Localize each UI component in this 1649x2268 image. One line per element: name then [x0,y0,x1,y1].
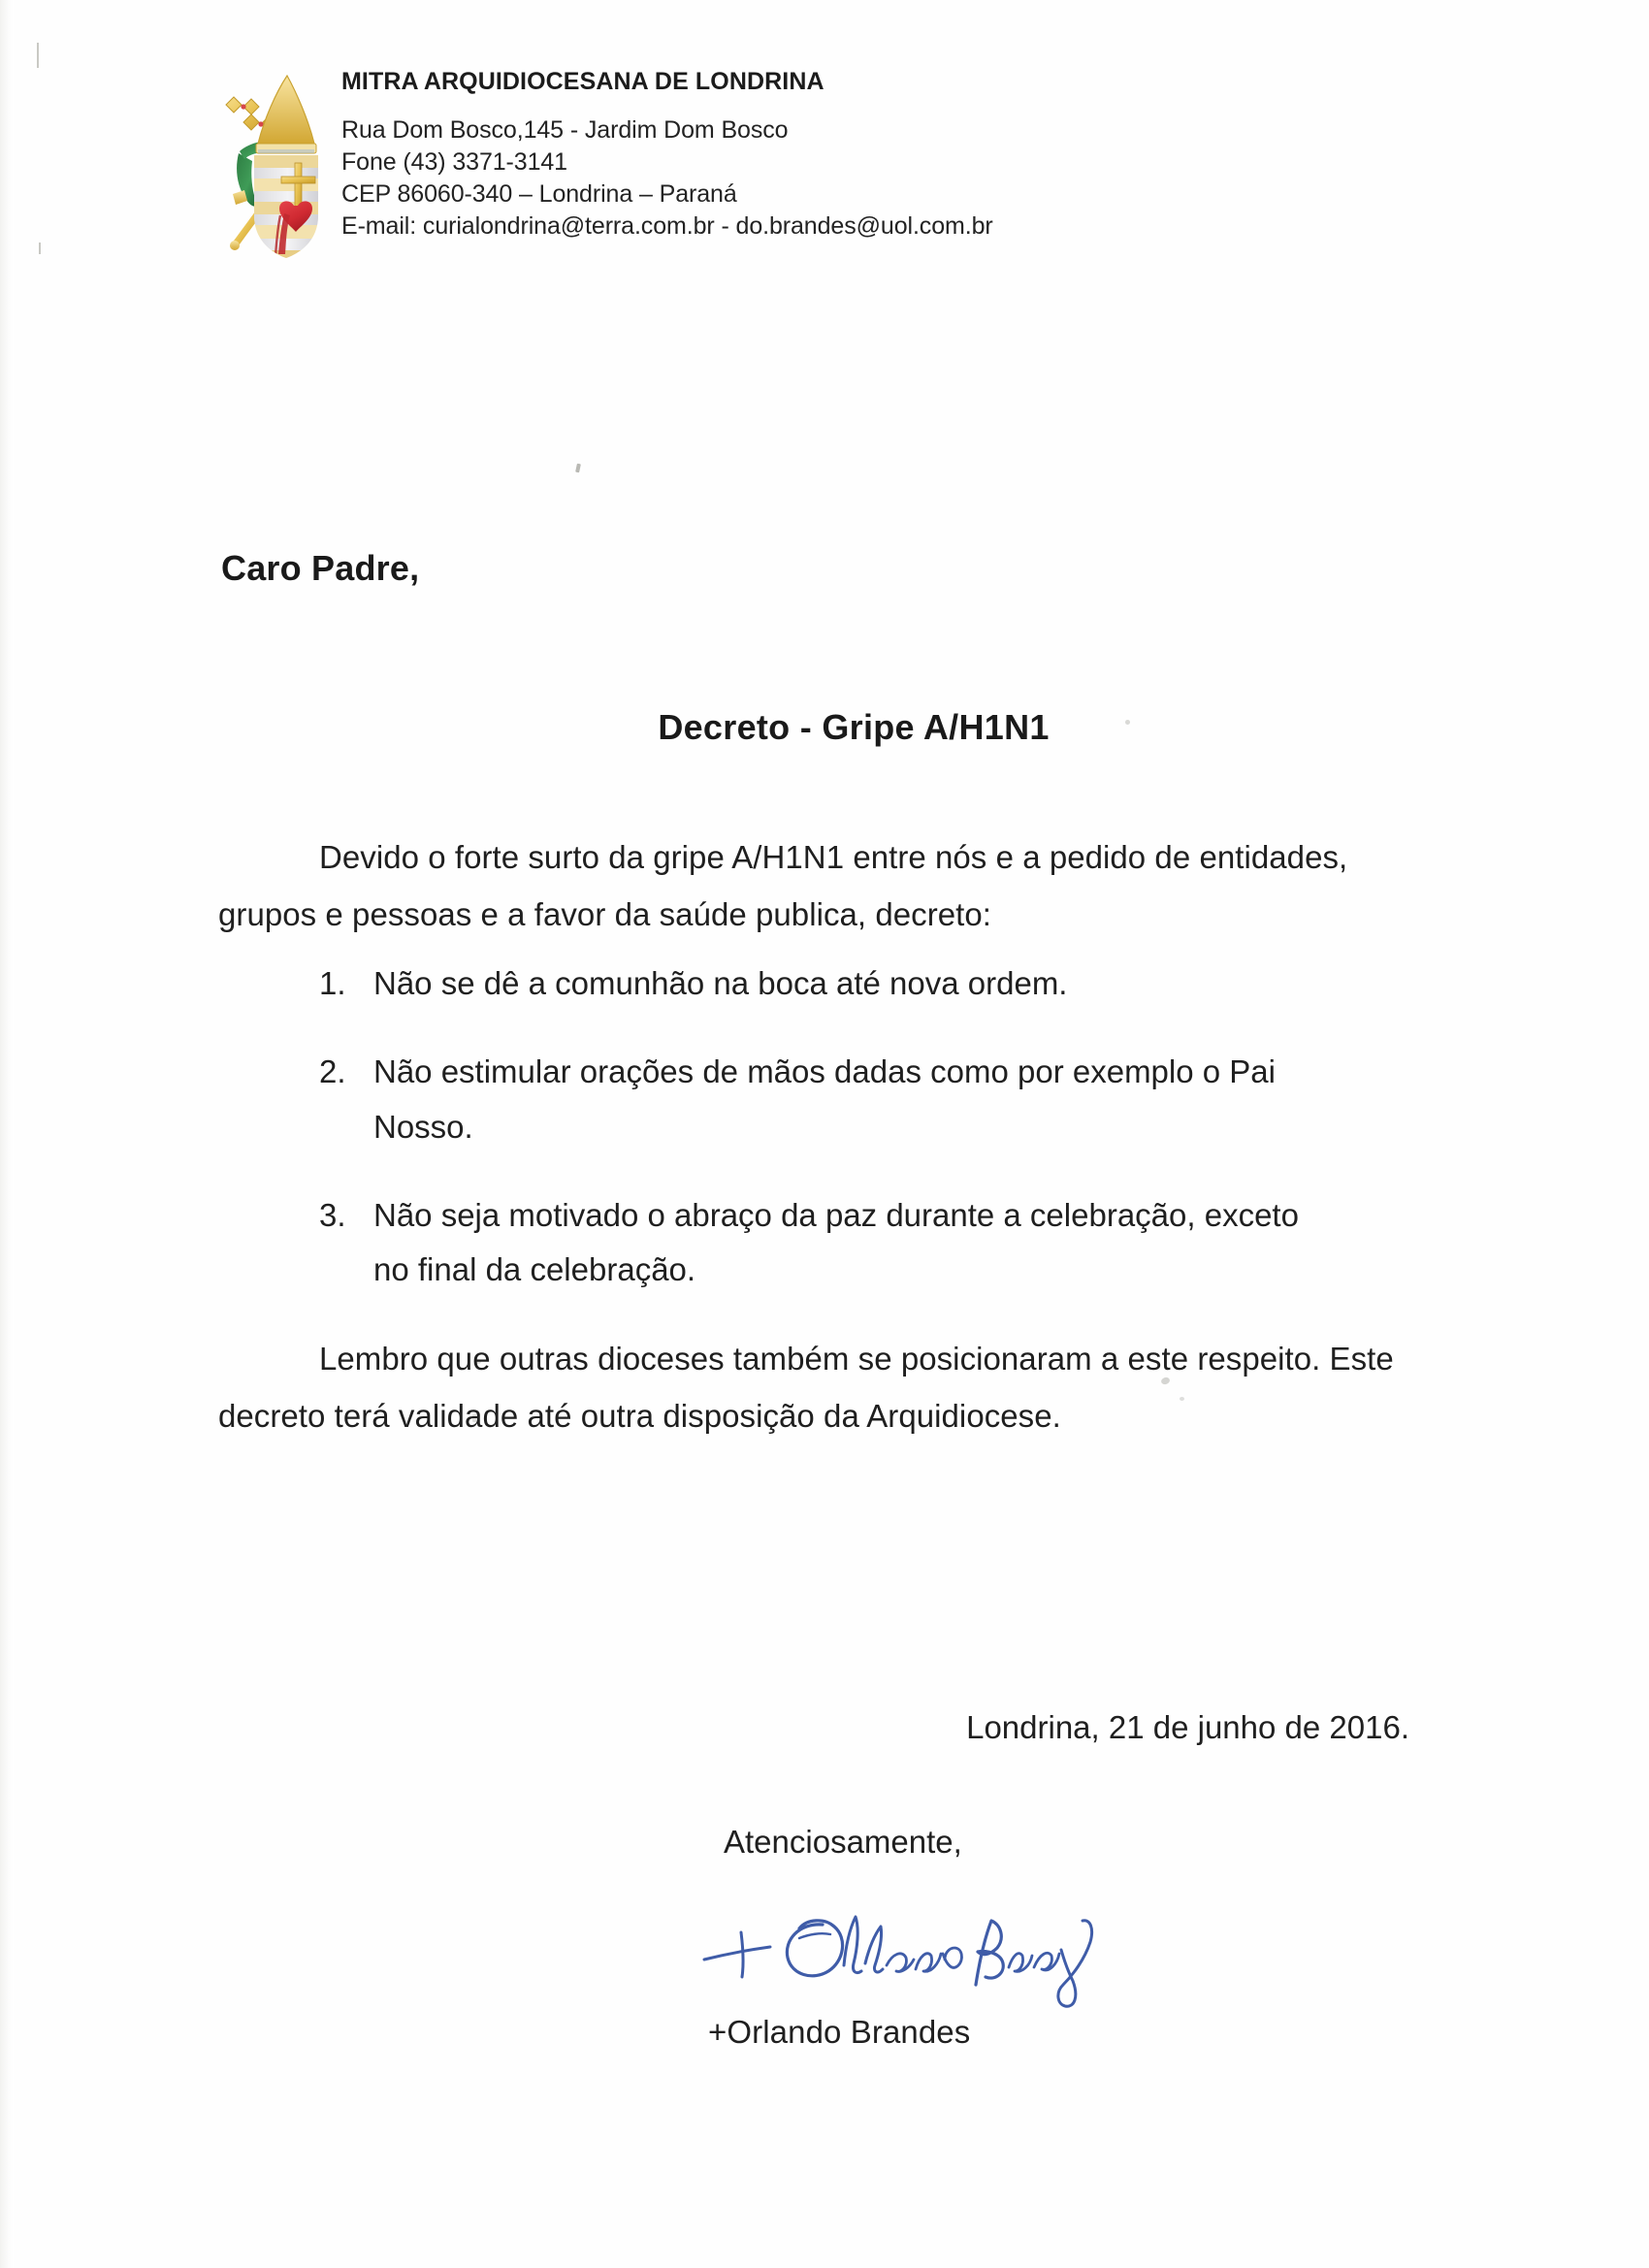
greeting: Caro Padre, [221,548,420,588]
scan-tick-artifact [37,43,39,68]
address-line-postal: CEP 86060-340 – Londrina – Paraná [341,180,737,208]
decree-text: Não se dê a comunhão na boca até nova ordem. [373,965,1068,1002]
opening-paragraph: Devido o forte surto da gripe A/H1N1 entre nós e a pedido de entidades, grupos e pessoas e a favor da saúde publica, decreto: [218,839,1348,932]
shield [250,155,320,262]
letterhead [194,60,993,264]
decree-text: Não seja motivado o abraço da paz durante a celebração, exceto no final da celebração. [373,1196,1299,1288]
organization-name: MITRA ARQUIDIOCESANA DE LONDRINA [341,68,824,95]
closing-paragraph: Lembro que outras dioceses também se posicionaram a este respeito. Este decreto terá validade até outra disposição da Arquidiocese. [218,1341,1394,1434]
signature-block [698,1824,1242,2051]
decree-number: 1. [319,965,346,1002]
decree-text: Não estimular orações de mãos dadas como por exemplo o Pai Nosso. [373,1053,1276,1145]
mitre-icon [256,76,316,153]
address-line-phone: Fone (43) 3371-3141 [341,148,567,176]
decree-list [218,956,1431,1298]
scan-edge-artifact [0,0,14,2268]
crosier-icon [230,213,258,250]
scan-speck-artifact [575,464,581,473]
letterhead-text [341,60,993,243]
signatory-name: +Orlando Brandes [708,2014,971,2050]
decree-number: 3. [319,1196,346,1233]
date-line: Londrina, 21 de junho de 2016. [966,1709,1409,1745]
address-line-email: E-mail: curialondrina@terra.com.br - do.brandes@uol.com.br [341,212,993,240]
address-line-street: Rua Dom Bosco,145 - Jardim Dom Bosco [341,116,789,144]
handwritten-signature-icon [698,1895,1242,2010]
document-title: Decreto - Gripe A/H1N1 [658,707,1050,747]
decree-item [218,1045,1431,1155]
sign-off: Atenciosamente, [724,1824,962,1860]
decree-item [218,1188,1431,1299]
coat-of-arms-icon [194,60,320,264]
decree-item [218,956,1431,1012]
decree-number: 2. [319,1053,346,1090]
letter-body [218,829,1431,1445]
scan-tick-artifact [39,243,41,254]
